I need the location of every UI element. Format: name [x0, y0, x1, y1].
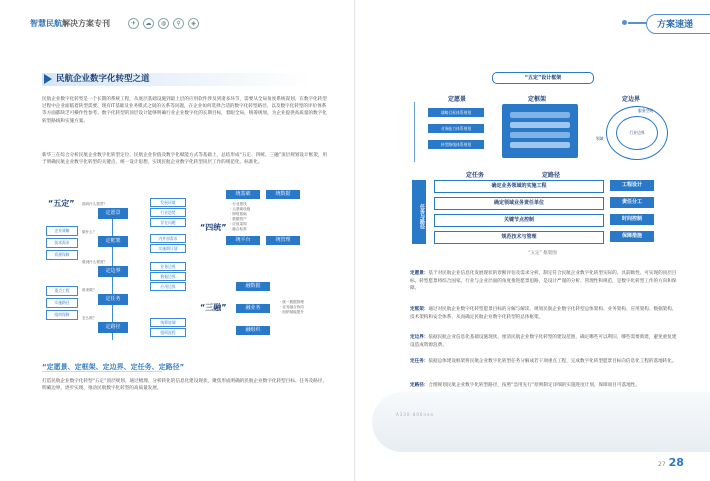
header-title	[30, 18, 110, 29]
question-label: 做什么？	[82, 230, 97, 234]
plane-icon: ✈	[128, 18, 139, 29]
stage-box: 定框架	[98, 236, 128, 247]
right-paragraph-task	[410, 358, 680, 366]
frame-heading: 定框架	[528, 96, 547, 103]
detail-box: 存在问题	[150, 218, 186, 227]
para-label: 定框架：	[410, 307, 429, 312]
aircraft-livery-text: A330-800neo	[396, 412, 434, 417]
tong-items: · 行业基线 · 云基础设施 · 网络基础 · 数据资产 · 应用架构 · 融合标准	[230, 202, 251, 231]
left-item: 实施路径	[46, 298, 78, 308]
question-label: 谁来做？	[82, 288, 97, 292]
right-paragraph-path	[410, 382, 680, 390]
question-label: 怎么做？	[82, 316, 97, 320]
aircraft-image	[372, 392, 710, 452]
wuding-label: “五定”	[48, 199, 75, 208]
framework-diagram	[410, 72, 675, 260]
detail-box: 业务边界	[150, 262, 186, 271]
sanrong-label: “三融”	[200, 303, 227, 312]
path-box: 工程设计	[610, 180, 654, 191]
para-label: 定路径：	[410, 383, 429, 388]
vision-box: 战略目标体系规划	[428, 108, 484, 117]
left-item: 组织保障	[46, 310, 78, 320]
framework-title: “五定”设计框架	[492, 72, 594, 84]
detail-box: 内外部需求	[150, 234, 186, 243]
question-label: 做到什么程度？	[82, 260, 108, 264]
arrow-icon	[44, 74, 52, 84]
tab-decoration	[628, 22, 648, 24]
left-paragraph-2: 新华三在综合分析民航企业数字化转型定位、民航企业价值及数字化赋能方式等基础上，总结形成“五定、四统、三融”顶层规划设计框架，用于明确民航企业数字化转型的关键点，统一设计思想，实现民航企业数字化转型顶层工作的规范化、标准化。	[42, 153, 327, 166]
rong-box: 融业务	[236, 304, 270, 313]
para-label: 定任务：	[410, 359, 429, 364]
architecture-layer	[510, 122, 570, 128]
header-title-rest: 解决方案专刊	[62, 19, 110, 28]
page-number-right: 28	[668, 456, 684, 469]
page-number-left: 27	[658, 461, 666, 468]
rong-items: · 统一数据管理 · 业务融合协同 · 组织赋能提升	[280, 300, 304, 314]
section-tab	[646, 14, 710, 34]
boundary-heading: 定边界	[622, 96, 641, 103]
connector-line	[414, 102, 415, 162]
left-item: 技术需求	[46, 238, 78, 248]
task-row: 确定业务领域的实施工程	[434, 180, 604, 193]
right-paragraph-boundary	[410, 334, 680, 349]
chip-icon: ◈	[188, 18, 199, 29]
stage-box: 定边界	[98, 266, 128, 277]
right-paragraph-vision	[410, 270, 680, 293]
section-heading-text: 民航企业数字化转型之道	[56, 74, 150, 84]
left-item: 资源保障	[46, 250, 78, 260]
detail-box: 统筹协调	[150, 318, 186, 327]
task-row: 关键节点控制	[434, 214, 604, 227]
tong-box: 统管理	[266, 236, 300, 245]
path-heading: 定路径	[542, 172, 561, 179]
stage-box: 定愿景	[98, 208, 128, 219]
detail-box: 数据边界	[150, 272, 186, 281]
section-tab-label: 方案速递	[657, 20, 694, 30]
boundary-outer-label: 服务空间	[638, 108, 654, 113]
page-spine	[354, 0, 356, 481]
section-heading-2: “定愿景、定框架、定边界、定任务、定路径”	[42, 363, 185, 371]
left-paragraph-1: 民航企业数字化转型是一个长期的系统工程，从底层基础设施到最上层的应用软件涉及到诸多环节，需要从全局角度系统谋划。在数字化转型过程中企业面临着转型需要、现有IT基础及业务模式之间的关系等问题，在企业如何选择合适的数字化转型路径、以及数字化转型的评价体系等方面都缺乏可操作性参考。数字化转型的顶层设计能够明确行业企业数字化的长期目标，着眼全局，统筹规划，为企业提供高质量的数字化转型路线和实施方案。	[42, 97, 327, 124]
path-box: 保障措施	[610, 231, 654, 242]
vision-box: 业务能力体系规划	[428, 124, 484, 133]
path-box: 时间控制	[610, 214, 654, 225]
left-item: 重点工程	[46, 286, 78, 296]
para-text: 通过对民航企业数字化转型愿景目标的分解与解读，规划民航企业数字化转型总体架构、业务架构、应用架构、数据架构、技术架构和安全体系，从而确定民航企业数字化转型的总体框架。	[410, 307, 677, 320]
vision-box: 转型路线体系规划	[428, 140, 484, 149]
question-label: 面向什么愿景？	[82, 202, 108, 206]
boundary-side-label: 领域	[596, 136, 604, 141]
para-text: 基于对民航企业信息化发展现状的诊断评估及需求分析，制定符合民航企业数字化转型实际的、具前瞻性、可实现的顶层目标。转型愿景将综合国家、行业与企业层面的角度推进愿景思路，是设计严谨的分析、管理性和规范，是数字化转型工作的方向和保障。	[410, 271, 677, 292]
wuding-flow-diagram	[40, 190, 330, 340]
rong-box: 融数据	[236, 282, 270, 291]
left-item: 企业战略	[46, 226, 78, 236]
para-text: 依据总体建设框架将民航企业数字化转型任务分解成若干项重点工程，完成数字化转型愿景目标向信息化工程的落地转化。	[428, 359, 677, 364]
header-icons	[128, 18, 199, 29]
para-text: 合理规划民航企业数字化转型路径，按照“急用先行”原则制定详细的实施进度计划，保障项目可落地性。	[428, 383, 640, 388]
section-heading	[42, 73, 312, 86]
task-heading: 定任务	[466, 172, 485, 179]
figure-caption: “五定” 框架图	[528, 251, 557, 256]
vision-heading: 定愿景	[448, 96, 467, 103]
boundary-inner: 行业边界	[616, 116, 658, 150]
page-number	[658, 456, 684, 469]
rong-box: 融组织	[236, 326, 270, 335]
sitong-label: “四统”	[200, 223, 227, 232]
task-row: 规范技术与管理	[434, 231, 604, 244]
task-path-side-label: 任务与路径	[412, 180, 426, 244]
para-text: 依据民航企业信息化基础设施现状，厘清民航企业数字化转型的建设范围，确定哪些可以利旧、哪些需要新建，避免重复建设造成资源浪费。	[410, 335, 677, 348]
detail-box: 行业趋势	[150, 208, 186, 217]
path-box: 责任分工	[610, 197, 654, 208]
tong-box: 统平台	[226, 236, 260, 245]
left-paragraph-3: 打造民航企业数字化转型“五定”顶层规划，通过梳理、分析转化的信息化建设现状，聚焦形成明确的民航企业数字化转型目标、任务及路径，明确边界，逐步实现，推动民航数字化转型的高质量发展。	[42, 379, 327, 392]
tong-box: 统基础	[226, 190, 260, 199]
detail-box: 组织流程	[150, 328, 186, 337]
architecture-layer	[510, 132, 570, 138]
globe-icon: ◍	[158, 18, 169, 29]
tong-box: 统数据	[266, 190, 300, 199]
right-paragraph-frame	[410, 306, 680, 321]
header-brand: 智慧民航	[30, 19, 62, 28]
stage-box: 定路径	[98, 322, 128, 333]
para-label: 定愿景：	[410, 271, 429, 276]
task-row: 确定领域业务责任单位	[434, 197, 604, 210]
detail-box: 应用边界	[150, 282, 186, 291]
detail-box: 实施期计划	[150, 244, 186, 253]
cloud-icon: ☁	[143, 18, 154, 29]
network-icon: ⚲	[173, 18, 184, 29]
para-label: 定边界：	[410, 335, 429, 340]
detail-box: 发展环境	[150, 198, 186, 207]
architecture-layer	[510, 142, 570, 148]
stage-box: 定任务	[98, 294, 128, 305]
architecture-layer	[510, 112, 570, 118]
